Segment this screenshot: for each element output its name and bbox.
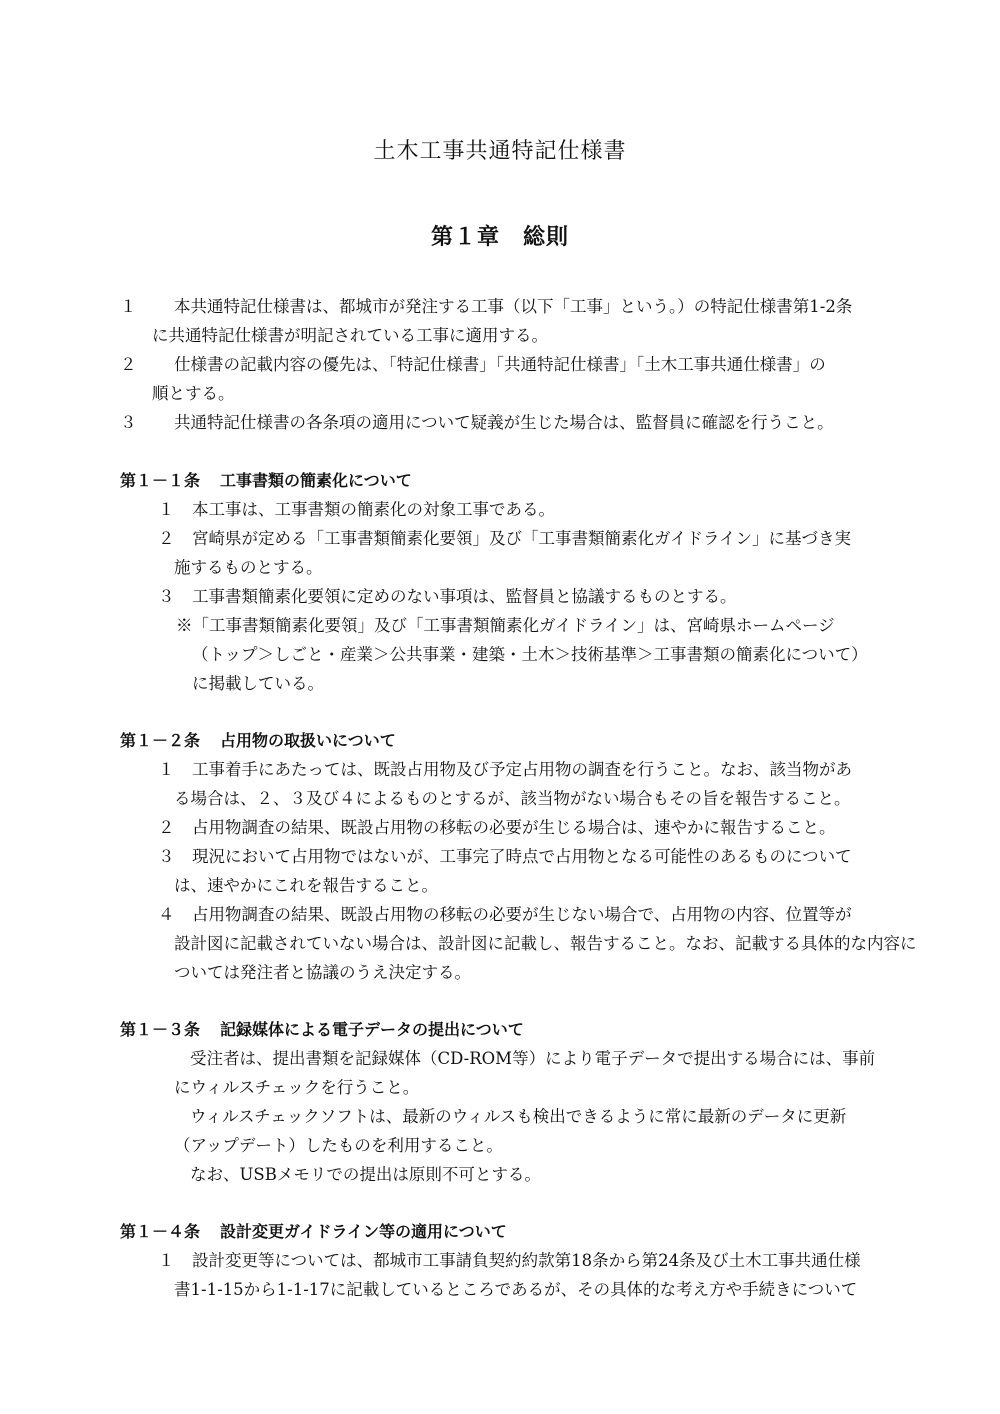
article-paragraph xyxy=(120,1160,920,1189)
intro-item xyxy=(120,350,920,408)
article-paragraph xyxy=(120,1044,920,1102)
intro-item xyxy=(120,292,920,350)
item-text: 宮崎県が定める「工事書類簡素化要領」及び「工事書類簡素化ガイドライン」に基づき実 xyxy=(192,529,852,548)
article-item xyxy=(120,813,920,842)
item-number: ２ xyxy=(158,818,175,837)
article-item xyxy=(120,842,920,900)
item-text-continued: 設計図に記載されていない場合は、設計図に記載し、報告すること。なお、記載する具体的な内容については発注者と協議のうえ決定する。 xyxy=(174,934,917,982)
item-number: ２ xyxy=(120,355,137,374)
article-number: 第１－４条 xyxy=(120,1222,201,1241)
paragraph-text: なお、USBメモリでの提出は原則不可とする。 xyxy=(190,1165,541,1184)
item-text: 占用物調査の結果、既設占用物の移転の必要が生じる場合は、速やかに報告すること。 xyxy=(192,818,836,837)
reference-note xyxy=(120,611,920,698)
chapter-heading: 第１章 総則 xyxy=(430,225,569,250)
article-1-3 xyxy=(120,1015,920,1189)
article-item xyxy=(120,524,920,582)
article-heading xyxy=(120,466,920,495)
article-list xyxy=(120,466,920,1332)
item-text-continued: は、速やかにこれを報告すること。 xyxy=(174,876,438,895)
item-text: 工事書類簡素化要領に定めのない事項は、監督員と協議するものとする。 xyxy=(192,587,737,606)
note-text: ※「工事書類簡素化要領」及び「工事書類簡素化ガイドライン」は、宮崎県ホームページ xyxy=(176,616,835,635)
item-number: １ xyxy=(120,297,137,316)
article-item xyxy=(120,1246,920,1304)
note-text-continued: に掲載している。 xyxy=(192,674,324,693)
article-item xyxy=(120,582,920,611)
note-path: （トップ＞しごと・産業＞公共事業・建築・土木＞技術基準＞工事書類の簡素化について） xyxy=(192,645,868,664)
article-heading xyxy=(120,1217,920,1246)
item-text: 工事着手にあたっては、既設占用物及び予定占用物の調査を行うこと。なお、該当物があ xyxy=(192,760,852,779)
item-text: 本共通特記仕様書は、都城市が発注する工事（以下「工事」という。）の特記仕様書第1-2条 xyxy=(174,297,853,316)
article-number: 第１－１条 xyxy=(120,471,201,490)
item-text-continued: る場合は、２、３及び４によるものとするが、該当物がない場合もその旨を報告すること。 xyxy=(174,789,851,808)
item-text: 現況において占用物ではないが、工事完了時点で占用物となる可能性のあるものについて xyxy=(192,847,852,866)
article-title: 占用物の取扱いについて xyxy=(220,731,396,750)
item-text: 本工事は、工事書類の簡素化の対象工事である。 xyxy=(192,500,555,519)
item-number: １ xyxy=(158,1251,175,1270)
article-item xyxy=(120,495,920,524)
item-text: 設計変更等については、都城市工事請負契約約款第18条から第24条及び土木工事共通仕様 xyxy=(192,1251,861,1270)
item-text-continued: に共通特記仕様書が明記されている工事に適用する。 xyxy=(152,326,548,345)
item-number: １ xyxy=(158,760,175,779)
item-number: ３ xyxy=(158,587,175,606)
item-text-continued: 順とする。 xyxy=(152,384,235,403)
article-item xyxy=(120,755,920,813)
paragraph-text-continued: （アップデート）したものを利用すること。 xyxy=(174,1136,503,1155)
article-1-1 xyxy=(120,466,920,698)
article-title: 設計変更ガイドライン等の適用について xyxy=(220,1222,507,1241)
item-number: ３ xyxy=(158,847,175,866)
item-number: ３ xyxy=(120,413,137,432)
article-title: 記録媒体による電子データの提出について xyxy=(220,1020,524,1039)
article-paragraph xyxy=(120,1102,920,1160)
article-heading xyxy=(120,726,920,755)
article-1-4 xyxy=(120,1217,920,1304)
document-title: 土木工事共通特記仕様書 xyxy=(373,139,627,164)
paragraph-text: ウィルスチェックソフトは、最新のウィルスも検出できるように常に最新のデータに更新 xyxy=(190,1107,847,1126)
article-heading xyxy=(120,1015,920,1044)
item-text: 仕様書の記載内容の優先は、「特記仕様書」「共通特記仕様書」「土木工事共通仕様書」の xyxy=(174,355,826,374)
intro-list xyxy=(120,292,920,437)
item-text-continued: 書1-1-15から1-1-17に記載しているところであるが、その具体的な考え方や手続きについて xyxy=(174,1280,858,1299)
intro-item xyxy=(120,408,920,437)
article-1-2 xyxy=(120,726,920,987)
article-title: 工事書類の簡素化について xyxy=(220,471,412,490)
item-text: 占用物調査の結果、既設占用物の移転の必要が生じない場合で、占用物の内容、位置等が xyxy=(192,905,852,924)
paragraph-text: 受注者は、提出書類を記録媒体（CD-ROM等）により電子データで提出する場合には、事前 xyxy=(190,1049,876,1068)
article-item xyxy=(120,900,920,987)
item-number: ２ xyxy=(158,529,175,548)
article-number: 第１－３条 xyxy=(120,1020,201,1039)
article-number: 第１－２条 xyxy=(120,731,201,750)
item-number: １ xyxy=(158,500,175,519)
item-text: 共通特記仕様書の各条項の適用について疑義が生じた場合は、監督員に確認を行うこと。 xyxy=(174,413,834,432)
item-number: ４ xyxy=(158,905,175,924)
paragraph-text-continued: にウィルスチェックを行うこと。 xyxy=(174,1078,420,1097)
item-text-continued: 施するものとする。 xyxy=(174,558,323,577)
